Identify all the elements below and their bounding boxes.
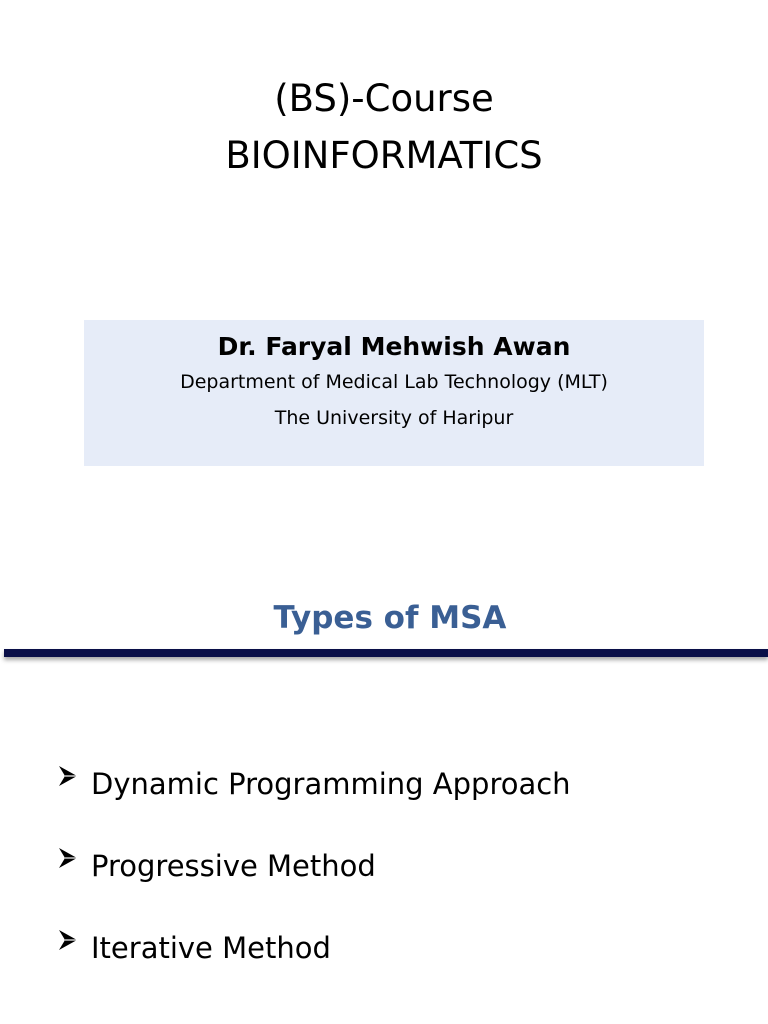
course-title bbox=[0, 70, 768, 184]
list-item-label: Dynamic Programming Approach bbox=[91, 767, 571, 801]
author-info-box bbox=[84, 320, 704, 466]
list-item bbox=[56, 760, 756, 842]
list-item-label: Progressive Method bbox=[91, 849, 376, 883]
arrowhead-bullet-icon bbox=[56, 764, 80, 788]
arrowhead-bullet-icon bbox=[56, 928, 80, 952]
course-title-line2: BIOINFORMATICS bbox=[225, 134, 543, 177]
author-university: The University of Haripur bbox=[274, 407, 514, 429]
arrowhead-bullet-icon bbox=[56, 846, 80, 870]
section-title: Types of MSA bbox=[273, 600, 507, 636]
course-title-line1: (BS)-Course bbox=[274, 77, 494, 120]
list-item bbox=[56, 842, 756, 924]
author-name: Dr. Faryal Mehwish Awan bbox=[217, 332, 571, 361]
author-department: Department of Medical Lab Technology (MLT) bbox=[180, 371, 608, 393]
section-divider bbox=[4, 649, 768, 657]
list-item bbox=[56, 924, 756, 1006]
list-item-label: Iterative Method bbox=[91, 931, 331, 965]
msa-types-list bbox=[56, 760, 756, 1006]
